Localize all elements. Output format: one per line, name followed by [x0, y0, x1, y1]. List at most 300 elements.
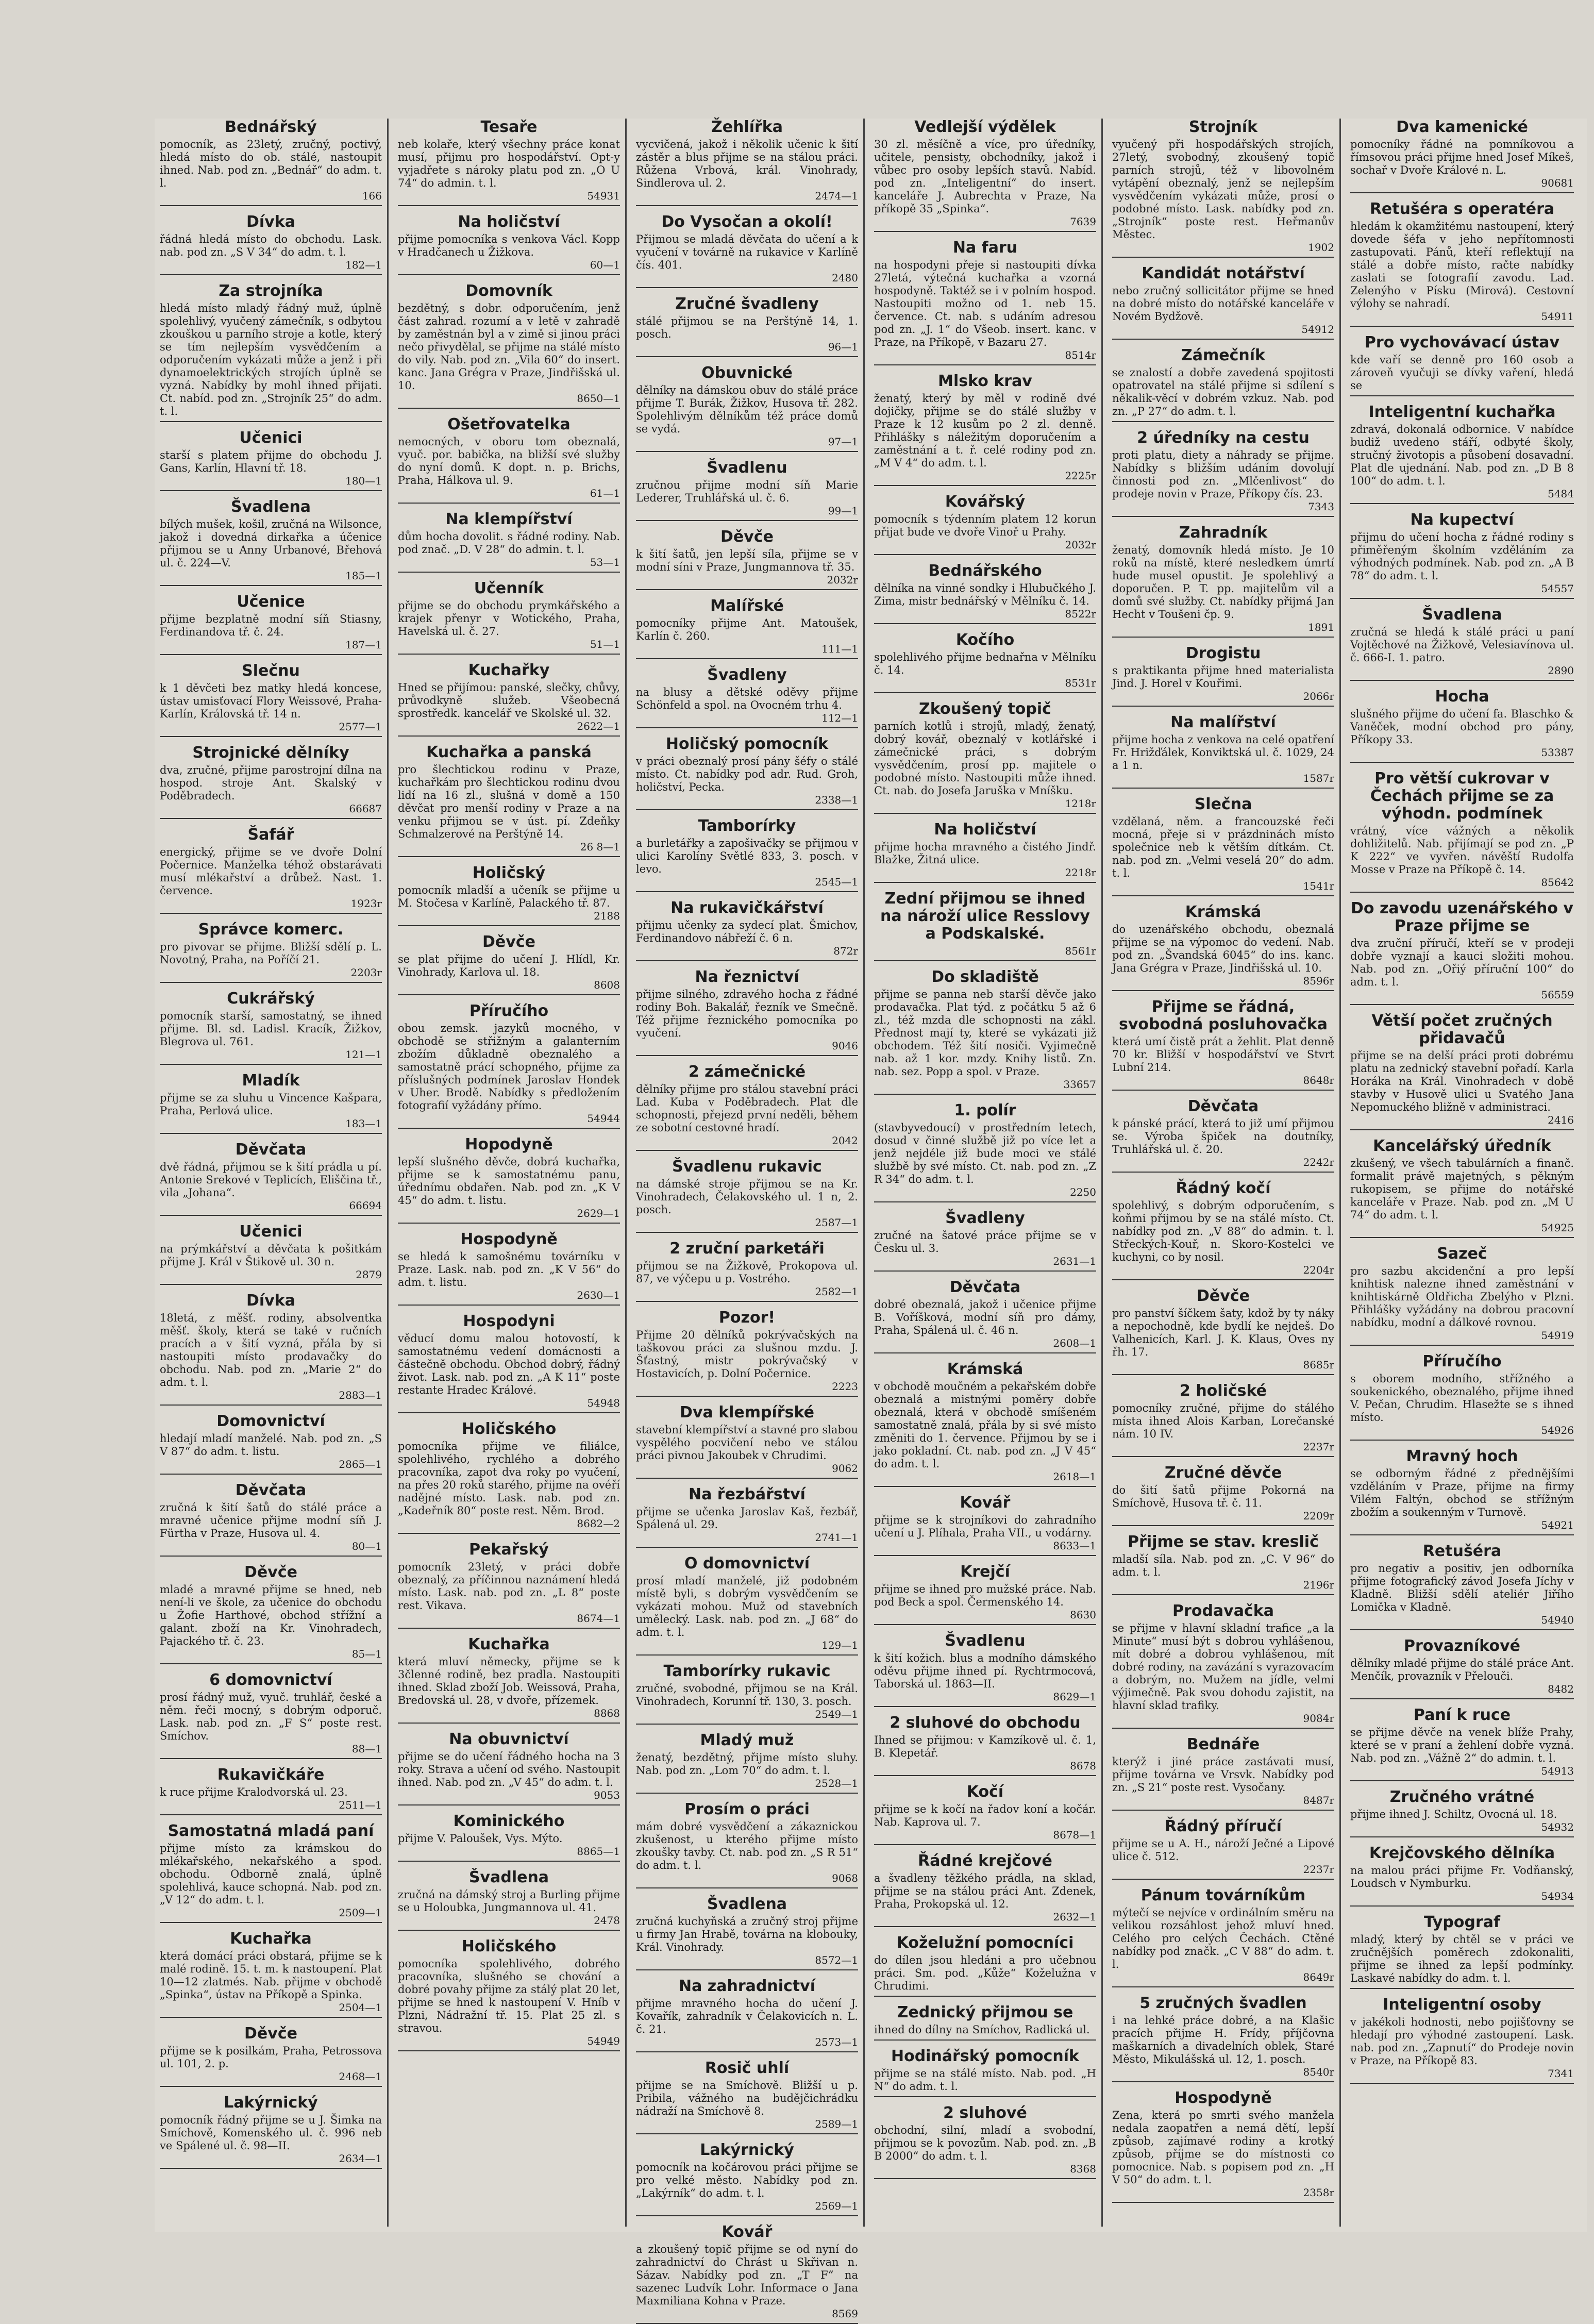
classified-ad — [1112, 265, 1334, 340]
ad-title: Kovář — [960, 1494, 1011, 1512]
classified-ad — [1112, 1995, 1334, 2082]
classified-ad — [636, 459, 858, 521]
classified-ad — [160, 1930, 382, 2018]
ad-title: Mravný hoch — [1406, 1447, 1518, 1465]
ad-title: Zručné děvče — [1164, 1464, 1282, 1482]
ad-body: do šití šatů přijme Pokorná na Smíchově, Husova tř. č. 11. — [1112, 1484, 1334, 1509]
classified-ad — [874, 2048, 1096, 2097]
ad-divider — [398, 1533, 620, 1534]
ad-reference-number: 8868 — [594, 1707, 620, 1719]
ad-divider — [160, 982, 382, 983]
classified-ad — [1350, 606, 1574, 681]
ad-divider — [874, 692, 1096, 693]
ad-divider — [636, 2051, 858, 2052]
ad-title: Drogistu — [1185, 644, 1261, 662]
ad-divider — [160, 1663, 382, 1664]
classified-ad — [1112, 998, 1334, 1091]
ad-body: a burletářky a zapošivačky se přijmou v ulici Karolíny Světlé 833, 3. posch. v levo. — [636, 837, 858, 875]
ad-divider — [874, 485, 1096, 486]
ad-title: Pozor! — [718, 1309, 776, 1327]
ad-title: Švadleny — [945, 1209, 1025, 1227]
ad-reference-number: 166 — [362, 190, 382, 202]
ad-divider — [1112, 2081, 1334, 2082]
ad-reference-number: 26 8—1 — [580, 841, 620, 853]
ad-divider — [636, 1887, 858, 1888]
classified-ad — [1112, 429, 1334, 517]
ad-divider — [1350, 503, 1574, 504]
classified-ad — [398, 1002, 620, 1129]
classified-ad — [874, 821, 1096, 883]
ad-title: Děvčata — [235, 1481, 307, 1499]
ad-body: pomocník na kočárovou práci přijme se pro velké město. Nabídky pod zn. „Lakýrník“ do adm. t. l. — [636, 2161, 858, 2199]
ad-divider — [1350, 1237, 1574, 1238]
ad-title: Na faru — [952, 239, 1018, 257]
ad-title: 5 zručných švadlen — [1139, 1994, 1307, 2012]
classified-ad — [874, 631, 1096, 693]
ad-reference-number: 1587r — [1303, 772, 1334, 784]
ad-divider — [160, 736, 382, 737]
classified-ad — [874, 1783, 1096, 1845]
ad-reference-number: 54932 — [1541, 1821, 1574, 1833]
ad-body: pomocníka přijme ve filiálce, spolehlivého, rychlého a dobrého pracovníka, zapot dva roky po vyučení, na přes 20 roků starého, přijme na ovéří nadějné místo. Lask. nab. pod zn. „Kadeřník 80“ poste rest. Něm. Brod. — [398, 1440, 620, 1517]
ad-reference-number: 80—1 — [351, 1540, 382, 1552]
ad-body: pomocníka spolehlivého, dobrého pracovníka, slušného se chování a dobré povahy přijme za stálý plat 20 let, přijme se hned k nastoupení V. Hníb v Plzni, Nádražní tř. 15. Plat 25 zl. s stravou. — [398, 1958, 620, 2034]
ad-body: pro negativ a positiv, jen odborníka přijme fotografický závod Josefa Jíchy v Kladně. Bližší sdělí ateliér Jiřího Lomička v Kladně. — [1350, 1562, 1574, 1613]
classified-ad — [398, 1541, 620, 1629]
ad-divider — [1350, 1004, 1574, 1005]
ad-reference-number: 2338—1 — [815, 794, 858, 806]
ad-reference-number: 129—1 — [821, 1639, 858, 1651]
ad-divider — [160, 1405, 382, 1406]
ad-reference-number: 8569 — [832, 2308, 858, 2320]
ad-reference-number: 8678 — [1070, 1760, 1096, 1772]
ad-divider — [636, 1232, 858, 1233]
classified-ad — [160, 1292, 382, 1406]
ad-divider — [636, 809, 858, 810]
ad-divider — [398, 572, 620, 573]
ad-divider — [1350, 598, 1574, 599]
classified-ad — [160, 662, 382, 737]
ad-reference-number: 872r — [833, 945, 858, 957]
ad-title: Pánum továrníkům — [1140, 1886, 1306, 1904]
ad-divider — [160, 818, 382, 819]
ad-body: zručná k šití šatů do stálé práce a mravné učenice přijme modní síň J. Fürtha v Praze, Husova ul. 4. — [160, 1501, 382, 1540]
ad-title: 2 holičské — [1180, 1382, 1267, 1400]
ad-title: Rukavičkáře — [217, 1766, 325, 1784]
ad-reference-number: 180—1 — [345, 475, 382, 487]
ad-title: Tesaře — [480, 118, 538, 136]
ad-reference-number: 2528—1 — [815, 1777, 858, 1790]
ad-title: Prodavačka — [1172, 1602, 1274, 1620]
ad-title: Za strojníka — [219, 282, 323, 300]
ad-reference-number: 2032r — [1065, 539, 1096, 551]
ad-reference-number: 2890 — [1548, 664, 1574, 677]
ad-divider — [398, 735, 620, 737]
ad-body: dělníky mladé přijme do stálé práce Ant. Menčík, provazník v Přelouči. — [1350, 1657, 1574, 1682]
ad-body: na blusy a dětské oděvy přijme Schönfeld a spol. na Ovocném trhu 4. — [636, 686, 858, 711]
ad-reference-number: 2511—1 — [339, 1799, 382, 1811]
ad-divider — [636, 589, 858, 590]
ad-divider — [874, 1996, 1096, 1997]
ad-title: Retušéra s operatéra — [1369, 200, 1555, 218]
ad-title: Na řeznictví — [695, 968, 799, 986]
classified-ad — [636, 1063, 858, 1151]
ad-divider — [636, 658, 858, 659]
column-3 — [631, 118, 865, 2320]
ad-body: přijme se na stálé místo. Nab. pod. „H N“ do adm. t. l. — [874, 2067, 1096, 2093]
ad-body: k šití kožich. blus a modního dámského oděvu přijme ihned pí. Rychtrmocová, Taborská ul. 1863—II. — [874, 1652, 1096, 1690]
ad-title: Rosič uhlí — [704, 2059, 790, 2077]
ad-body: přijme se ihned pro mužské práce. Nab. pod Beck a spol. Čermenského 14. — [874, 1583, 1096, 1608]
ad-body: pro pivovar se přijme. Bližší sdělí p. L. Novotný, Praha, na Poříčí 21. — [160, 941, 382, 966]
ad-divider — [160, 654, 382, 655]
ad-body: přijme se učenka Jaroslav Kaš, řezbář, Spálená ul. 29. — [636, 1506, 858, 1531]
ad-body: hledají mladí manželé. Nab. pod zn. „S V 87“ do adm. t. listu. — [160, 1432, 382, 1458]
ad-reference-number: 8482 — [1548, 1683, 1574, 1695]
ad-title: Kovář — [722, 2223, 773, 2241]
ad-reference-number: 2549—1 — [815, 1708, 858, 1720]
classified-ad — [160, 1482, 382, 1557]
ad-title: Hospodyni — [463, 1312, 555, 1330]
ad-reference-number: 2608—1 — [1053, 1337, 1096, 1349]
classified-ad — [1350, 1245, 1574, 1346]
ad-title: 2 zámečnické — [688, 1063, 806, 1081]
ad-title: Pekařský — [469, 1541, 549, 1559]
ad-body: mladší síla. Nab. pod zn. „C. V 96“ do adm. t. l. — [1112, 1553, 1334, 1578]
classified-ad — [636, 1978, 858, 2052]
ad-divider — [636, 1150, 858, 1151]
ad-body: prosí mladí manželé, již podobném místě byli, s dobrým vysvědčením se vykázati mohou. Muž od stavebních umělecký. Lask. nab. pod zn. „J 68“ do adm. t. l. — [636, 1575, 858, 1638]
ad-body: dělníky na dámskou obuv do stálé práce přijme T. Burák, Žižkov, Husova tř. 282. Spolehlivým dělníkům též práce domů se vydá. — [636, 384, 858, 435]
ad-divider — [1350, 1698, 1574, 1699]
classified-ad — [636, 1732, 858, 1794]
ad-reference-number: 54911 — [1541, 310, 1574, 323]
classified-ad — [874, 890, 1096, 961]
classified-ad — [636, 213, 858, 288]
ad-divider — [398, 408, 620, 409]
ad-reference-number: 8531r — [1065, 677, 1096, 689]
classified-ad — [636, 1801, 858, 1888]
ad-reference-number: 2865—1 — [339, 1458, 382, 1470]
ad-reference-number: 2416 — [1548, 1114, 1574, 1126]
ad-reference-number: 2509—1 — [339, 1907, 382, 1919]
ad-reference-number: 183—1 — [345, 1117, 382, 1130]
classified-ad — [1112, 1288, 1334, 1375]
ad-body: bílých mušek, košil, zručná na Wilsonce, jakož i dovedná dirkařka a účenice přijmou se u Anny Urbanové, Břehová ul. č. 224—V. — [160, 518, 382, 569]
ad-divider — [636, 451, 858, 452]
classified-ad — [160, 921, 382, 983]
ad-body: pro sazbu akcidenční a pro lepší knihtisk nalezne ihned zaměstnání v knihtiskárně Oldřicha Zbelýho v Plzni. Přihlášky vyžádány na dobrou pracovní nabídku, modní a dálkové rovnou. — [1350, 1265, 1574, 1329]
ad-divider — [398, 856, 620, 857]
ad-body: vrátný, více vážných a několik dohližitelů. Nab. přijímají se pod zn. „P K 222“ ve vyvřen. návěští Rudolfa Mosse v Praze na Příkopě č. 14. — [1350, 825, 1574, 876]
classified-ad — [398, 662, 620, 737]
ad-divider — [398, 1930, 620, 1931]
ad-divider — [874, 1270, 1096, 1272]
ad-divider — [160, 1556, 382, 1557]
classified-ad — [160, 2094, 382, 2169]
ad-reference-number: 2634—1 — [339, 2152, 382, 2165]
ad-title: Děvče — [244, 1563, 297, 1581]
ad-title: Koželužní pomocníci — [896, 1934, 1074, 1952]
ad-reference-number: 2474—1 — [815, 190, 858, 202]
ad-reference-number: 2188 — [594, 910, 620, 922]
ad-body: zručná kuchyňská a zručný stroj přijme u firmy Jan Hrabě, továrna na klobouky, Král. Vinohrady. — [636, 1915, 858, 1953]
ad-title: Slečnu — [242, 662, 300, 680]
ad-body: přijme se za sluhu u Vincence Kašpara, Praha, Perlová ulice. — [160, 1092, 382, 1117]
ad-reference-number: 7341 — [1548, 2067, 1574, 2080]
ad-title: Mladý muž — [700, 1731, 794, 1749]
ad-reference-number: 2630—1 — [577, 1289, 620, 1301]
classified-ad — [160, 1223, 382, 1285]
classified-ad — [160, 744, 382, 819]
ad-reference-number: 2196r — [1303, 1579, 1334, 1591]
classified-ad — [874, 700, 1096, 814]
ad-body: přijme se do učení řádného hocha na 3 roky. Strava a učení od svého. Nastoupit ihned. Nab. pod zn. „V 45“ do adm. t. l. — [398, 1750, 620, 1788]
ad-title: 1. polír — [954, 1101, 1016, 1119]
ad-reference-number: 112—1 — [821, 712, 858, 724]
ad-divider — [1350, 1905, 1574, 1907]
classified-ad — [636, 119, 858, 206]
ad-title: Zední přijmou se ihned na nároží ulice Resslovy a Podskalské. — [880, 890, 1090, 943]
ad-reference-number: 66687 — [349, 802, 382, 815]
ad-divider — [636, 1969, 858, 1970]
ad-title: Bednáře — [1186, 1735, 1260, 1753]
classified-ad — [1350, 1914, 1574, 1989]
ad-title: Příručího — [1422, 1352, 1502, 1370]
ad-divider — [636, 891, 858, 892]
ad-title: Holičského — [461, 1420, 557, 1438]
ad-body: přijme mravného hocha do učení J. Kovařík, zahradník v Čelakovicích n. L. č. 21. — [636, 1997, 858, 2035]
ad-divider — [1350, 1129, 1574, 1130]
ad-reference-number: 85—1 — [351, 1648, 382, 1660]
ad-reference-number: 96—1 — [828, 341, 858, 353]
classified-ad — [636, 364, 858, 452]
ad-reference-number: 9046 — [832, 1040, 858, 1052]
ad-title: Řádný kočí — [1176, 1179, 1271, 1197]
classified-ad — [1350, 1012, 1574, 1130]
ad-body: přijmu do učení hocha z řádné rodiny s přiměřeným školním vzděláním za výhodných podmínek. Nab. pod zn. „A B 78“ do adm. t. l. — [1350, 531, 1574, 582]
classified-ad — [874, 1934, 1096, 1997]
ad-divider — [160, 2168, 382, 2169]
ad-body: s praktikanta přijme hned materialista Jind. J. Horel v Kouřimi. — [1112, 664, 1334, 690]
ad-reference-number: 1541r — [1303, 880, 1334, 892]
ad-title: Kancelářský úředník — [1373, 1137, 1551, 1155]
ad-body: stavební klempířství a stavné pro slabou vyspělého pocvičení nebo ve stálou práci pivnou Jakoubek v Chrudimi. — [636, 1424, 858, 1462]
ad-reference-number: 2209r — [1303, 1510, 1334, 1522]
ad-divider — [1112, 1879, 1334, 1880]
ad-divider — [636, 356, 858, 357]
classified-ad — [874, 119, 1096, 232]
ad-body: která mluví německy, přijme se k 3členné rodině, bez pradla. Nastoupiti ihned. Sklad zboží Job. Weissová, Praha, Bredovská ul. 28, v dvoře, přízemek. — [398, 1656, 620, 1707]
ad-reference-number: 7343 — [1308, 500, 1334, 513]
ad-reference-number: 60—1 — [590, 259, 620, 271]
classified-ad — [636, 2060, 858, 2134]
column-1 — [155, 119, 389, 2227]
ad-divider — [1350, 1988, 1574, 1989]
ad-title: Obuvnické — [701, 364, 793, 382]
ad-divider — [874, 1706, 1096, 1707]
ad-body: Hned se přijímou: panské, slečky, chůvy, průvodkyně služeb. Všeobecná sprostředk. kancelář ve Skolské ul. 32. — [398, 681, 620, 720]
ad-divider — [1350, 892, 1574, 893]
ad-body: přijme ihned J. Schiltz, Ovocná ul. 18. — [1350, 1808, 1557, 1820]
ad-divider — [1112, 706, 1334, 707]
ad-title: Krámská — [1185, 903, 1262, 921]
classified-ad — [874, 1714, 1096, 1776]
classified-ad — [1112, 1464, 1334, 1526]
ad-body: Přijmou se mladá děvčata do učení a k vyučení v továrně na rukavice v Karlíně čís. 401. — [636, 233, 858, 271]
ad-body: se znalostí a dobře zavedená spojitosti opatrovatel na stálé přijme si sdílení s někalik-věcí v dobrém vzkuz. Nab. pod zn. „P 27“ do adm. t. l. — [1112, 366, 1334, 417]
ad-body: pomocník mladší a učeník se přijme u M. Stočesa v Karlíně, Palackého tř. 87. — [398, 884, 620, 909]
ad-title: Kovářský — [945, 493, 1026, 511]
ad-reference-number: 2237r — [1303, 1863, 1334, 1876]
ad-divider — [1112, 1456, 1334, 1457]
ad-divider — [1112, 1594, 1334, 1595]
classified-ad — [636, 1486, 858, 1548]
ad-divider — [160, 1215, 382, 1216]
ad-body: k 1 děvčeti bez matky hledá koncese, ústav umisťovací Flory Weissové, Praha-Karlín, Královská tř. 14 n. — [160, 682, 382, 720]
ad-divider — [874, 1775, 1096, 1776]
ad-reference-number: 2480 — [832, 272, 858, 284]
ad-reference-number: 8596r — [1303, 975, 1334, 987]
ad-title: Sazeč — [1437, 1245, 1487, 1263]
classified-ad — [1112, 714, 1334, 789]
ad-body: na dámské stroje přijmou se na Kr. Vinohradech, Čelakovského ul. 1 n, 2. posch. — [636, 1178, 858, 1216]
ad-divider — [874, 882, 1096, 883]
ad-title: Pro větší cukrovar v Čechách přijme se za výhodn. podmínek — [1370, 770, 1554, 823]
ad-divider — [160, 1814, 382, 1815]
ad-divider — [874, 2178, 1096, 2179]
ad-title: Domovník — [465, 282, 552, 300]
classified-ad — [1350, 1448, 1574, 1535]
ad-reference-number: 9068 — [832, 1872, 858, 1884]
ad-reference-number: 2237r — [1303, 1441, 1334, 1453]
ad-divider — [1350, 1836, 1574, 1837]
ad-title: Zahradník — [1179, 524, 1268, 542]
ad-reference-number: 1891 — [1308, 621, 1334, 633]
ad-divider — [1350, 395, 1574, 396]
ad-reference-number: 2478 — [594, 1914, 620, 1927]
ad-title: Švadlenu — [707, 459, 787, 477]
ad-body: přijme pomocníka s venkova Václ. Kopp v Hradčanech u Žižkova. — [398, 233, 620, 258]
classified-ad — [874, 1852, 1096, 1927]
ad-title: Inteligentní kuchařka — [1368, 403, 1556, 421]
classified-ad — [1112, 524, 1334, 638]
ad-title: Zručného vrátné — [1389, 1788, 1535, 1806]
classified-ad — [1350, 404, 1574, 504]
ad-divider — [1350, 1534, 1574, 1535]
ad-title: 2 zruční parketáři — [669, 1240, 825, 1258]
ad-title: Kominického — [453, 1812, 565, 1830]
ad-divider — [1350, 192, 1574, 193]
classified-ad — [160, 826, 382, 914]
classified-ad — [398, 1813, 620, 1862]
ad-body: energický, přijme se ve dvoře Dolní Počernice. Manželka téhož obstarávati musí mlékařství a drůbež. Nast. 1. července. — [160, 846, 382, 897]
ad-title: Na klempířství — [445, 510, 573, 528]
ad-title: Tamborírky rukavic — [663, 1662, 831, 1680]
ad-body: zručná na dámský stroj a Burling přijme se u Holoubka, Jungmannova ul. 41. — [398, 1888, 620, 1914]
ad-reference-number: 8678—1 — [1053, 1829, 1096, 1841]
ad-title: Samostatná mladá paní — [167, 1822, 374, 1840]
classified-ad — [398, 744, 620, 857]
ad-body: přijme hocha mravného a čistého Jindř. Blažke, Žitná ulice. — [874, 841, 1096, 866]
classified-ad — [398, 1231, 620, 1306]
ad-body: dva zruční příručí, kteří se v prodeji dobře vyznají a kauci složiti mohou. Nab. pod zn. „Ořiý příruční 100“ do adm. t. l. — [1350, 937, 1574, 988]
ad-divider — [874, 623, 1096, 624]
classified-ad — [160, 498, 382, 586]
ad-reference-number: 2203r — [350, 966, 382, 979]
ad-body: slušného přijme do učení fa. Blaschko & Vaněček, modní obchod pro pány, Příkopy 33. — [1350, 708, 1574, 746]
ad-divider — [160, 205, 382, 206]
classified-ad — [1350, 1788, 1574, 1837]
ad-reference-number: 8629—1 — [1053, 1691, 1096, 1703]
ad-title: Holičský pomocník — [665, 735, 829, 753]
classified-ad — [398, 1636, 620, 1724]
ad-title: Řádný příručí — [1165, 1817, 1282, 1835]
ad-divider — [874, 554, 1096, 555]
ad-body: zručnou přijme modní síň Marie Lederer, Truhlářská ul. č. 6. — [636, 479, 858, 504]
ad-body: pomocníky přijme Ant. Matoušek, Karlín č. 260. — [636, 617, 858, 642]
ad-divider — [1350, 1345, 1574, 1346]
ad-body: pro panství šíčkem šaty, kdož by ty náky a nepochodně, kde bydlí ke nejdeš. Do Valhenicích, Karl. J. K. Klaus, Oves ny řh. 17. — [1112, 1307, 1334, 1358]
classified-ad — [1112, 1602, 1334, 1729]
classified-ad — [398, 213, 620, 275]
ad-body: pomocník, as 23letý, zručný, poctivý, hledá místo do ob. stálé, nastoupit ihned. Nab. pod zn. „Bednář“ do adm. t. l. — [160, 138, 382, 189]
ad-title: Na kupectví — [1410, 511, 1514, 529]
ad-divider — [1112, 257, 1334, 258]
ad-body: pomocník starší, samostatný, se ihned přijme. Bl. sd. Ladisl. Kracík, Žižkov, Blegrova ul. 761. — [160, 1010, 382, 1048]
ad-body: dobré obeznalá, jakož i učenice přijme B. Voříšková, modní síň pro dámy, Praha, Spálená ul. č. 46 n. — [874, 1298, 1096, 1336]
classified-ad — [636, 1158, 858, 1233]
ad-divider — [874, 1094, 1096, 1095]
classified-ad — [398, 580, 620, 655]
classified-ad — [1350, 1138, 1574, 1238]
ad-divider — [398, 274, 620, 275]
ad-body: lepší slušného děvče, dobrá kuchařka, přijme se k samostatnému panu, úřednímu obdařen. Nab. pod zn. „K V 45“ do adm. t. listu. — [398, 1156, 620, 1207]
ad-reference-number: 8514r — [1065, 349, 1096, 361]
ad-reference-number: 2741—1 — [815, 1531, 858, 1544]
ad-title: Zručné švadleny — [675, 295, 819, 313]
ad-divider — [160, 1922, 382, 1923]
ad-title: Švadlena — [1422, 606, 1502, 624]
ad-body: na malou práci přijme Fr. Vodňanský, Loudsch v Nymburku. — [1350, 1864, 1574, 1890]
ad-title: Lakýrnický — [700, 2141, 794, 2159]
ad-title: Zámečník — [1181, 346, 1265, 364]
ad-title: Hocha — [1435, 688, 1489, 706]
ad-reference-number: 54912 — [1301, 323, 1334, 336]
ad-divider — [1112, 2202, 1334, 2203]
ad-divider — [636, 520, 858, 521]
ad-reference-number: 2589—1 — [815, 2118, 858, 2130]
ad-divider — [160, 1758, 382, 1759]
ad-reference-number: 8608 — [594, 979, 620, 991]
ad-reference-number: 2225r — [1065, 470, 1096, 482]
ad-divider — [636, 1055, 858, 1056]
ad-divider — [636, 1654, 858, 1656]
ad-divider — [1350, 1629, 1574, 1630]
ad-divider — [398, 1723, 620, 1724]
ad-divider — [1112, 637, 1334, 638]
ad-title: Zednický přijmou se — [897, 2003, 1073, 2021]
ad-divider — [160, 2017, 382, 2018]
classified-ad — [1112, 1887, 1334, 1987]
ad-divider — [874, 2096, 1096, 2097]
ad-body: zručná se hledá k stálé práci u paní Vojtěchové na Žižkově, Velesiavínova ul. č. 666-I. 1. patro. — [1350, 626, 1574, 664]
ad-title: O domovnictví — [684, 1554, 810, 1573]
ad-body: pomocník s týdenním platem 12 korun přijat bude ve dvoře Vinoř u Prahy. — [874, 513, 1096, 538]
ad-divider — [874, 813, 1096, 814]
ad-body: zkušený, ve všech tabulárních a finanč. formalit právě majetných, s pěkným rukopisem, se přijme do notářské kanceláře v Praze. Nab. pod zn. „M U 74“ do adm. t. l. — [1350, 1157, 1574, 1221]
ad-body: přijme místo za krámskou do mlékařského, nekařského a spod. obchodu. Odborně znalá, úplně spolehlivá, kauce schopná. Nab. pod zn. „V 12“ do adm. t. l. — [160, 1842, 382, 1906]
